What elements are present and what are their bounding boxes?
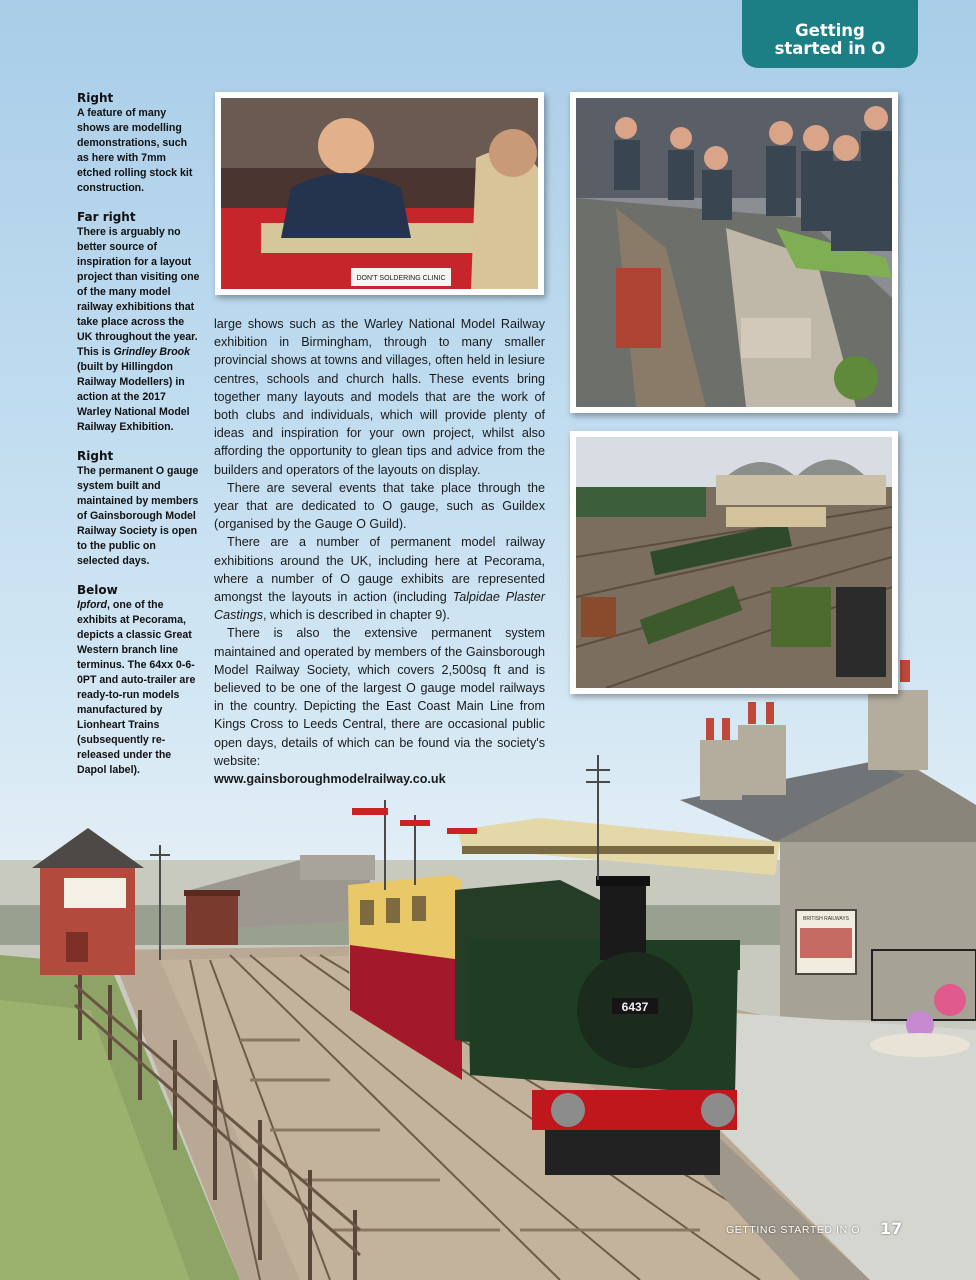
caption-text: The permanent O gauge system built and maintained by members of Gainsborough Model Railway Society is open to the public on selected days.	[77, 465, 199, 567]
caption-italic: Grindley Brook	[113, 346, 191, 358]
caption-italic: Ipford	[77, 599, 108, 611]
caption-right-1	[77, 90, 201, 196]
caption-heading: Below	[77, 583, 118, 597]
section-tab-line1: Getting	[795, 21, 865, 40]
body-paragraph	[214, 533, 545, 624]
body-paragraph: There is also the extensive permanent system maintained and operated by members of the Gainsborough Model Railway Society, which covers 2,500sq ft and is believed to be one of the largest O gauge model railways in the country. Depicting the East Coast Main Line from Kings Cross to Leeds Central, there are occasional public open days, details of which can be found via the society's website:	[214, 626, 545, 768]
loco-number-plate: 6437	[621, 1000, 649, 1014]
caption-text-part: , one of the exhibits at Pecorama, depicts a classic Great Western branch line terminus. The 64xx 0-6-0PT and auto-trailer are ready-to-run models manufactured by Lionheart Trains (subsequently re-released under the Dapol label).	[77, 599, 196, 776]
section-tab	[742, 0, 918, 68]
article-body	[214, 315, 545, 788]
body-paragraph: There are several events that take place through the year that are dedicated to O gauge, such as Guildex (organised by the Gauge O Guild).	[214, 480, 545, 532]
caption-heading: Right	[77, 449, 114, 463]
caption-text	[77, 598, 201, 778]
body-text-part: , which is described in chapter 9).	[263, 608, 450, 623]
photo-demonstration	[215, 92, 544, 295]
photo-gainsborough-layout	[570, 431, 898, 694]
caption-text: A feature of many shows are modelling demonstrations, such as here with 7mm etched rolling stock kit construction.	[77, 107, 193, 194]
caption-heading: Far right	[77, 210, 136, 224]
caption-heading: Right	[77, 91, 114, 105]
caption-below	[77, 582, 201, 778]
body-text-part: There are a number of permanent model railway exhibitions around the UK, including here at Pecorama, where a number of O gauge exhibits are represented amongst the layouts in action (including	[214, 535, 545, 605]
photo-exhibition-crowd	[570, 92, 898, 413]
caption-text-part: There is arguably no better source of inspiration for a layout project than visiting one of the many model railway exhibitions that take place across the UK throughout the year. This is	[77, 226, 200, 358]
soldering-clinic-sign: DON'T SOLDERING CLINIC	[356, 275, 446, 282]
society-website-link[interactable]: www.gainsboroughmodelrailway.co.uk	[214, 772, 446, 787]
caption-text	[77, 225, 201, 435]
caption-far-right	[77, 209, 201, 435]
section-tab-line2: started in O	[774, 39, 886, 58]
poster-title: BRITISH RAILWAYS	[802, 916, 850, 922]
caption-text-part: (built by Hillingdon Railway Modellers) in action at the 2017 Warley National Model Railway Exhibition.	[77, 361, 190, 433]
running-footer: GETTING STARTED IN O	[726, 1224, 861, 1236]
body-paragraph: large shows such as the Warley National Model Railway exhibition in Birmingham, through to many smaller provincial shows at towns and villages, often held in lesiure centres, schools and church halls. These events bring together many layouts and models that are the work of both clubs and individuals, which will provide plenty of ideas and inspiration for your own project, whilst also affording the opportunity to glean tips and advice from the builders and operators of the layouts on display.	[214, 317, 545, 477]
page-number: 17	[880, 1219, 903, 1238]
caption-right-2	[77, 448, 201, 569]
captions-column	[77, 90, 201, 791]
body-italic: Talpidae Plaster Castings	[214, 590, 545, 623]
